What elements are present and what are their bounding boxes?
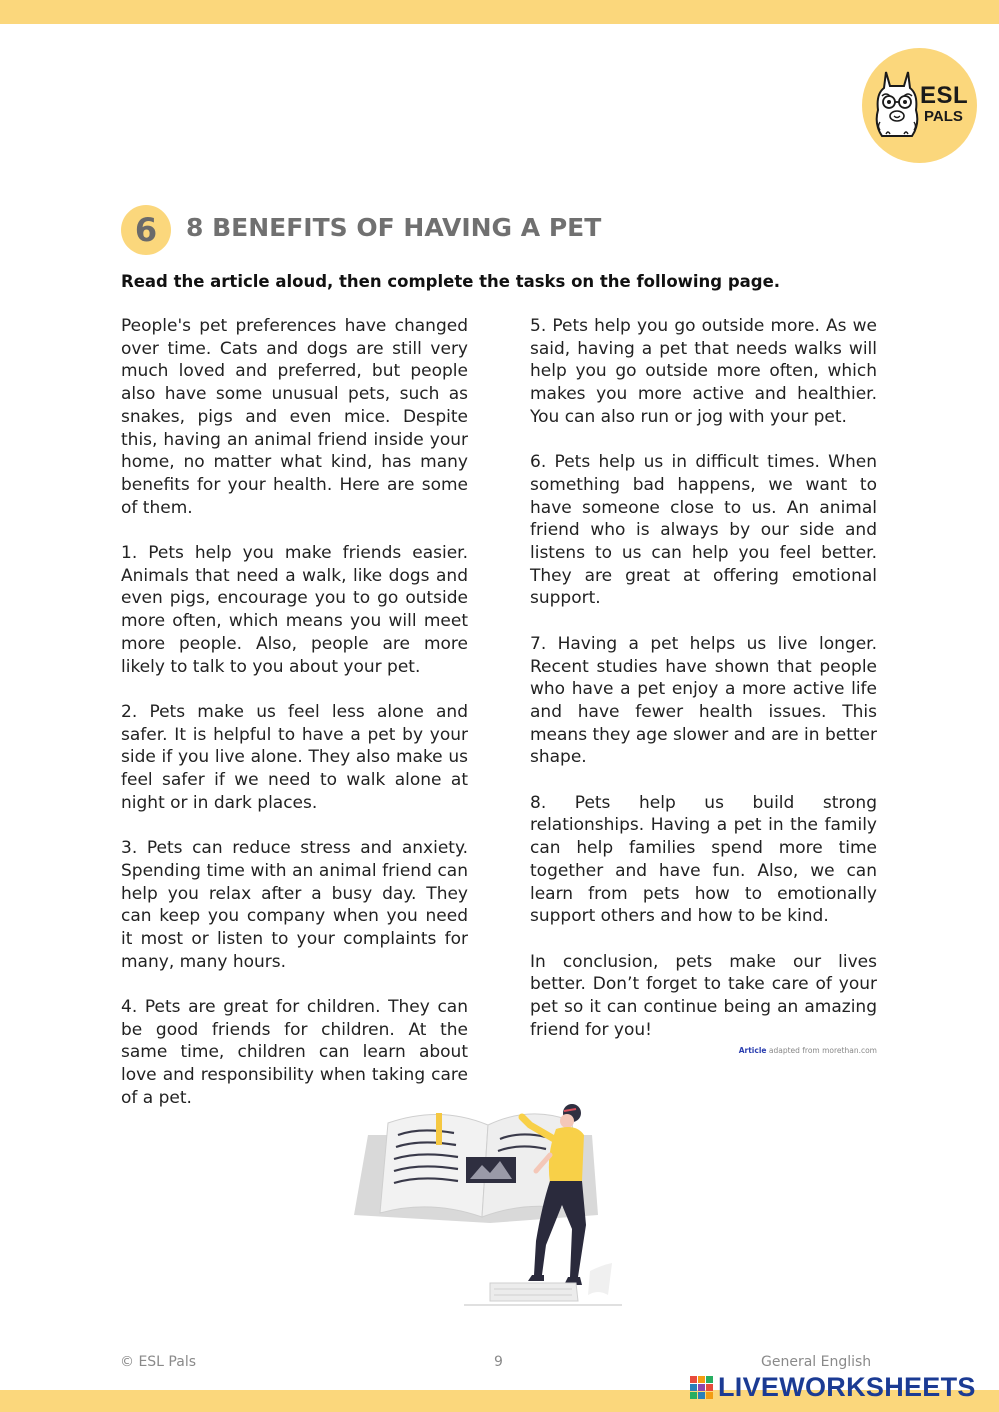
article-paragraph: 8. Pets help us build strong relationships. Having a pet in the family can help families spend more time together and have fun. Also, we can learn from pets how to emotionally support others and how to be kind.	[530, 792, 877, 927]
article-paragraph: 6. Pets help us in difficult times. When something bad happens, we want to have someone close to us. An animal friend who is always by our side and listens to us can help you feel better. They are great at offering emotional support.	[530, 452, 877, 609]
article-source	[530, 1046, 877, 1056]
article-paragraph: 5. Pets help you go outside more. As we said, having a pet that needs walks will help you go outside more often, which makes you more active and healthier. You can also run or jog with your pet.	[530, 316, 877, 427]
footer-page-number: 9	[494, 1354, 503, 1370]
article-paragraph: 2. Pets make us feel less alone and safer. It is helpful to have a pet by your side if you live alone. They also make us feel safer if we need to walk alone at night or in dark places.	[121, 701, 468, 813]
liveworksheets-tiles-icon	[690, 1376, 714, 1400]
article-paragraph: 1. Pets help you make friends easier. Animals that need a walk, like dogs and even pigs, encourage you to go outside more often, which means you will meet more people. Also, people are more likely to talk to you about your pet.	[121, 543, 468, 677]
top-accent-bar	[0, 0, 999, 24]
article-paragraph: 4. Pets are great for children. They can be good friends for children. At the same time, children can learn about love and responsibility when taking care of a pet.	[121, 997, 468, 1108]
llama-icon	[872, 66, 922, 144]
section-title: 8 BENEFITS OF HAVING A PET	[186, 213, 602, 242]
article-paragraph: 3. Pets can reduce stress and anxiety. Spending time with an animal friend can help you relax after a busy day. They can keep you company when you need it most or listen to your complaints for many, many hours.	[121, 838, 468, 972]
article-source-text: adapted from morethan.com	[766, 1046, 877, 1056]
article-right-column	[530, 315, 877, 1056]
footer-course: General English	[761, 1354, 872, 1370]
article-paragraph: In conclusion, pets make our lives better. Don’t forget to take care of your pet so it can continue being an amazing friend for you!	[530, 951, 877, 1040]
section-number-badge: 6	[121, 205, 171, 255]
esl-pals-logo	[862, 48, 977, 163]
footer-copyright: © ESL Pals	[120, 1354, 197, 1370]
article-paragraph: People's pet preferences have changed over time. Cats and dogs are still very much loved and preferred, but people also have some unusual pets, such as snakes, pigs and even mice. Despite this, having an animal friend inside your home, no matter what kind, has many benefits for your health. Here are some of them.	[121, 316, 468, 518]
instructions: Read the article aloud, then complete the tasks on the following page.	[121, 272, 781, 291]
article-source-link[interactable]: Article	[738, 1046, 767, 1056]
logo-text-esl: ESL	[920, 82, 969, 109]
reading-woman-illustration	[350, 1095, 630, 1314]
book-stack-icon	[490, 1283, 578, 1301]
liveworksheets-text: LIVEWORKSHEETS	[718, 1372, 976, 1402]
article-paragraph: 7. Having a pet helps us live longer. Recent studies have shown that people who have a pet enjoy a more active life and have fewer health issues. This means they age slower and are in better shape.	[530, 633, 877, 768]
article-left-column	[121, 315, 468, 1132]
logo-text-pals: PALS	[924, 108, 963, 125]
